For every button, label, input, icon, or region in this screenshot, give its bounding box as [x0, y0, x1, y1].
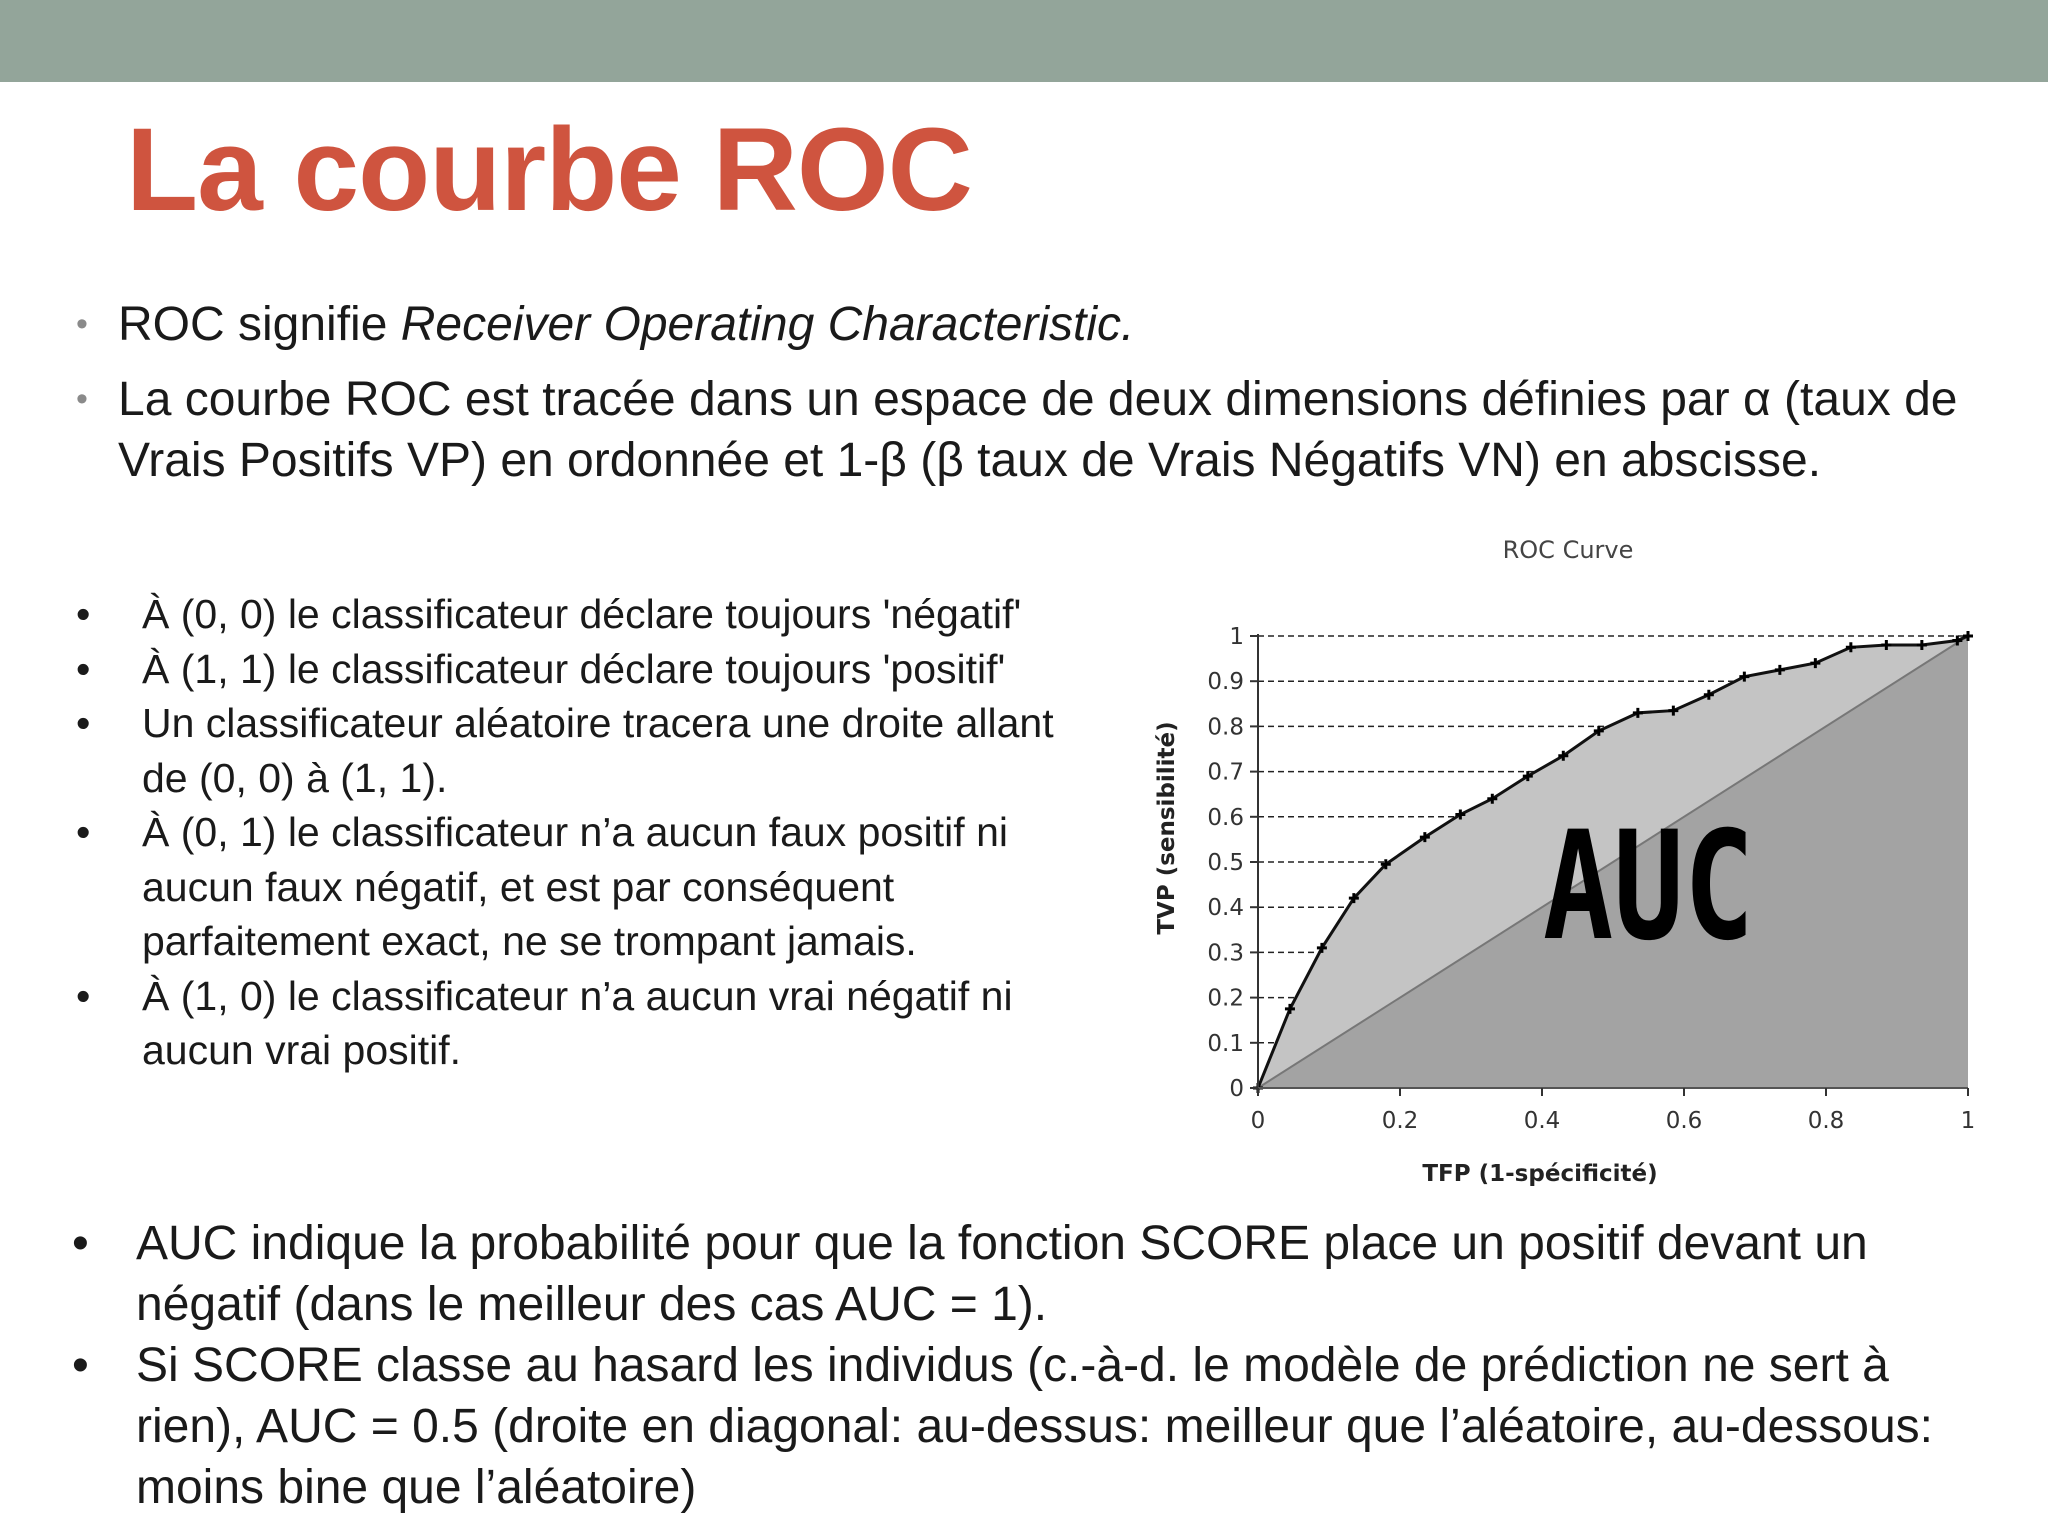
page-title: La courbe ROC	[126, 104, 972, 236]
list-item	[0, 1335, 2048, 1518]
bullet-text: La courbe ROC est tracée dans un espace de deux dimensions définies par α (taux de Vrais Positifs VP) en ordonnée et 1-β (β taux de Vrais Négatifs VN) en abscisse.	[118, 373, 1958, 487]
bullet: •	[76, 700, 91, 746]
bullet-text: À (1, 0) le classificateur n’a aucun vrai négatif ni aucun vrai positif.	[142, 972, 1013, 1073]
list-item	[0, 369, 2048, 491]
y-tick-label: 0.1	[1207, 1030, 1244, 1057]
y-tick-label: 0.6	[1207, 804, 1244, 831]
bullet-text: À (0, 1) le classificateur n’a aucun faux positif ni aucun faux négatif, et est par conséquent parfaitement exact, ne se trompant jamais.	[142, 809, 1008, 964]
y-tick-label: 0.7	[1207, 759, 1244, 786]
auc-annotation: AUC	[1542, 798, 1755, 974]
y-tick-label: 0.9	[1207, 669, 1244, 696]
bullet: •	[72, 1217, 89, 1270]
summary-bullets	[0, 1213, 2048, 1518]
x-axis-label: TFP (1-spécificité)	[1422, 1161, 1658, 1187]
list-item	[0, 969, 1090, 1078]
x-tick-label: 0.4	[1523, 1108, 1561, 1134]
y-tick-label: 0.8	[1207, 714, 1244, 741]
x-tick-label: 0.2	[1381, 1108, 1419, 1134]
chart-title: ROC Curve	[1502, 536, 1634, 564]
list-item	[0, 642, 1090, 697]
intro-bullets	[0, 294, 2048, 505]
y-tick-label: 0.3	[1207, 940, 1244, 967]
y-tick-label: 0.5	[1207, 850, 1244, 876]
y-tick-label: 0	[1229, 1076, 1244, 1102]
list-item	[0, 1213, 2048, 1335]
point-bullets	[0, 587, 1090, 1078]
bullet-text: Si SCORE classe au hasard les individus (c.-à-d. le modèle de prédiction ne sert à rien), AUC = 0.5 (droite en diagonal: au-dessus: meilleur que l’aléatoire, au-dessous: moins bine que l’aléatoire)	[136, 1339, 1933, 1514]
y-axis-label: TVP (sensibilité)	[1154, 721, 1180, 935]
x-tick-label: 0.8	[1807, 1108, 1845, 1134]
y-tick-label: 0.2	[1207, 985, 1244, 1012]
bullet-text-pre: ROC signifie	[118, 298, 401, 351]
bullet: •	[76, 972, 91, 1019]
header-bar	[0, 0, 2048, 82]
bullet-text: À (0, 0) le classificateur déclare toujours 'négatif'	[142, 591, 1022, 637]
bullet: •	[76, 380, 88, 418]
bullet: •	[76, 809, 91, 855]
x-tick-label: 0.6	[1665, 1108, 1703, 1134]
bullet-text-em: Receiver Operating Characteristic.	[400, 298, 1135, 351]
roc-chart	[1140, 530, 1980, 1200]
x-tick-label: 0	[1250, 1108, 1266, 1134]
bullet: •	[76, 305, 88, 343]
y-tick-label: 0.4	[1207, 895, 1244, 922]
bullet: •	[76, 645, 91, 692]
bullet: •	[72, 1339, 89, 1392]
list-item	[0, 805, 1090, 969]
list-item	[0, 587, 1090, 642]
x-tick-label: 1	[1960, 1108, 1976, 1134]
y-tick-label: 1	[1229, 624, 1244, 650]
bullet: •	[76, 591, 91, 637]
list-item	[0, 696, 1090, 805]
bullet-text: Un classificateur aléatoire tracera une droite allant de (0, 0) à (1, 1).	[142, 700, 1054, 801]
bullet-text: À (1, 1) le classificateur déclare toujours 'positif'	[142, 645, 1006, 692]
bullet-text: AUC indique la probabilité pour que la fonction SCORE place un positif devant un négatif (dans le meilleur des cas AUC = 1).	[136, 1217, 1868, 1331]
list-item	[0, 294, 2048, 355]
